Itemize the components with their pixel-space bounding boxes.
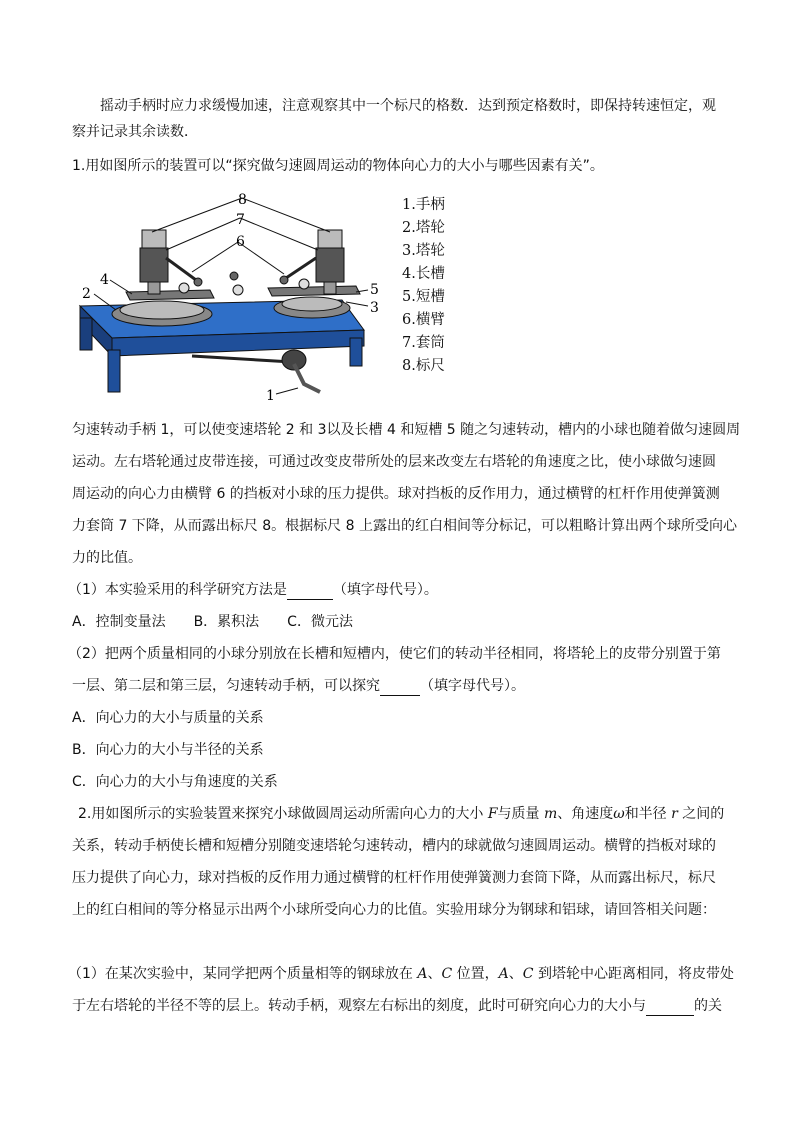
legend-item: 6.横臂 bbox=[402, 312, 445, 328]
text: （1）在某次实验中，某同学把两个质量相等的钢球放在 bbox=[68, 966, 418, 982]
q1-sub2-line2 bbox=[72, 676, 525, 696]
q1-description-line: 力的比值。 bbox=[72, 550, 142, 566]
q1-description-line: 周运动的向心力由横臂 6 的挡板对小球的压力提供。球对挡板的反作用力，通过横臂的杠杆作用使弹簧测 bbox=[72, 486, 720, 502]
q2-line: 上的红白相间的等分格显示出两个小球所受向心力的比值。实验用球分为钢球和铝球，请回答相关问题： bbox=[72, 902, 716, 918]
legend-item: 3.塔轮 bbox=[402, 243, 445, 259]
q2-sub1-suffix: 的关 bbox=[694, 998, 722, 1014]
q2-line: 压力提供了向心力，球对挡板的反作用力通过横臂的杠杆作用使弹簧测力套筒下降，从而露出标尺，标尺 bbox=[72, 870, 716, 886]
legend-item: 5.短槽 bbox=[402, 289, 445, 305]
var-r: r bbox=[671, 806, 678, 822]
var-omega: ω bbox=[613, 806, 625, 822]
text: 、角速度 bbox=[557, 806, 614, 822]
answer-blank[interactable] bbox=[380, 695, 420, 696]
legend-item: 4.长槽 bbox=[402, 266, 445, 282]
text: 与质量 bbox=[497, 806, 544, 822]
var-m: m bbox=[543, 806, 558, 822]
figure-label-3: 3 bbox=[370, 300, 379, 316]
figure-label-8: 8 bbox=[238, 192, 247, 208]
text: 2.用如图所示的实验装置来探究小球做圆周运动所需向心力的大小 bbox=[78, 806, 488, 822]
q1-sub2-suffix: （填字母代号）。 bbox=[420, 678, 525, 694]
q1-sub1 bbox=[68, 580, 438, 600]
intro-line-1: 摇动手柄时应力求缓慢加速，注意观察其中一个标尺的格数．达到预定格数时，即保持转速恒定，观 bbox=[100, 98, 716, 114]
legend-item: 8.标尺 bbox=[402, 358, 445, 374]
q1-sub2-prefix: 一层、第二层和第三层，匀速转动手柄，可以探究 bbox=[72, 678, 380, 694]
q2-sub1-line1 bbox=[68, 964, 734, 984]
answer-blank[interactable] bbox=[287, 599, 333, 600]
question-1-title: 1.用如图所示的装置可以“探究做匀速圆周运动的物体向心力的大小与哪些因素有关”。 bbox=[72, 158, 604, 174]
q2-sub1-prefix: 于左右塔轮的半径不等的层上。转动手柄，观察左右标出的刻度，此时可研究向心力的大小与 bbox=[72, 998, 646, 1014]
figure-legend bbox=[402, 194, 445, 378]
figure-label-5: 5 bbox=[370, 282, 379, 298]
figure-label-6: 6 bbox=[236, 234, 245, 250]
var-F: F bbox=[487, 806, 498, 822]
q1-description-line: 匀速转动手柄 1，可以使变速塔轮 2 和 3以及长槽 4 和短槽 5 随之匀速转动，槽内的小球也随着做匀速圆周 bbox=[72, 422, 741, 438]
intro-line-2: 察并记录其余读数． bbox=[72, 124, 198, 140]
var-A: A bbox=[498, 966, 509, 982]
q1-sub2-option-b: B．向心力的大小与半径的关系 bbox=[72, 742, 264, 758]
text: 到塔轮中心距离相同，将皮带处 bbox=[533, 966, 734, 982]
var-C: C bbox=[441, 966, 453, 982]
legend-item: 1.手柄 bbox=[402, 197, 445, 213]
var-C: C bbox=[522, 966, 534, 982]
text: 、 bbox=[427, 966, 442, 982]
q1-sub1-options: A．控制变量法 B．累积法 C．微元法 bbox=[72, 614, 353, 630]
figure-label-7: 7 bbox=[236, 212, 245, 228]
q1-sub2-line1: （2）把两个质量相同的小球分别放在长槽和短槽内，使它们的转动半径相同，将塔轮上的皮带分别置于第 bbox=[68, 646, 721, 662]
q1-description-line: 运动。左右塔轮通过皮带连接，可通过改变皮带所处的层来改变左右塔轮的角速度之比，使小球做匀速圆 bbox=[72, 454, 716, 470]
figure-label-4: 4 bbox=[100, 272, 109, 288]
text: 、 bbox=[508, 966, 523, 982]
question-2-title bbox=[78, 804, 724, 824]
q1-sub1-suffix: （填字母代号）。 bbox=[332, 582, 438, 598]
q1-sub2-option-a: A．向心力的大小与质量的关系 bbox=[72, 710, 264, 726]
q1-description-line: 力套筒 7 下降，从而露出标尺 8。根据标尺 8 上露出的红白相间等分标记，可以粗略计算出两个球所受向心 bbox=[72, 518, 737, 534]
q1-sub2-option-c: C．向心力的大小与角速度的关系 bbox=[72, 774, 278, 790]
answer-blank[interactable] bbox=[646, 1015, 694, 1016]
q2-line: 关系，转动手柄使长槽和短槽分别随变速塔轮匀速转动，槽内的球就做匀速圆周运动。横臂的挡板对球的 bbox=[72, 838, 716, 854]
legend-item: 2.塔轮 bbox=[402, 220, 445, 236]
text: 和半径 bbox=[624, 806, 672, 822]
var-A: A bbox=[417, 966, 428, 982]
centripetal-force-apparatus-figure bbox=[72, 188, 392, 408]
q2-sub1-line2 bbox=[72, 996, 722, 1016]
q1-sub1-prefix: （1）本实验采用的科学研究方法是 bbox=[68, 582, 287, 598]
text: 位置， bbox=[452, 966, 499, 982]
text: 之间的 bbox=[677, 806, 725, 822]
figure-label-1: 1 bbox=[266, 388, 275, 404]
legend-item: 7.套筒 bbox=[402, 335, 445, 351]
figure-label-2: 2 bbox=[82, 286, 91, 302]
